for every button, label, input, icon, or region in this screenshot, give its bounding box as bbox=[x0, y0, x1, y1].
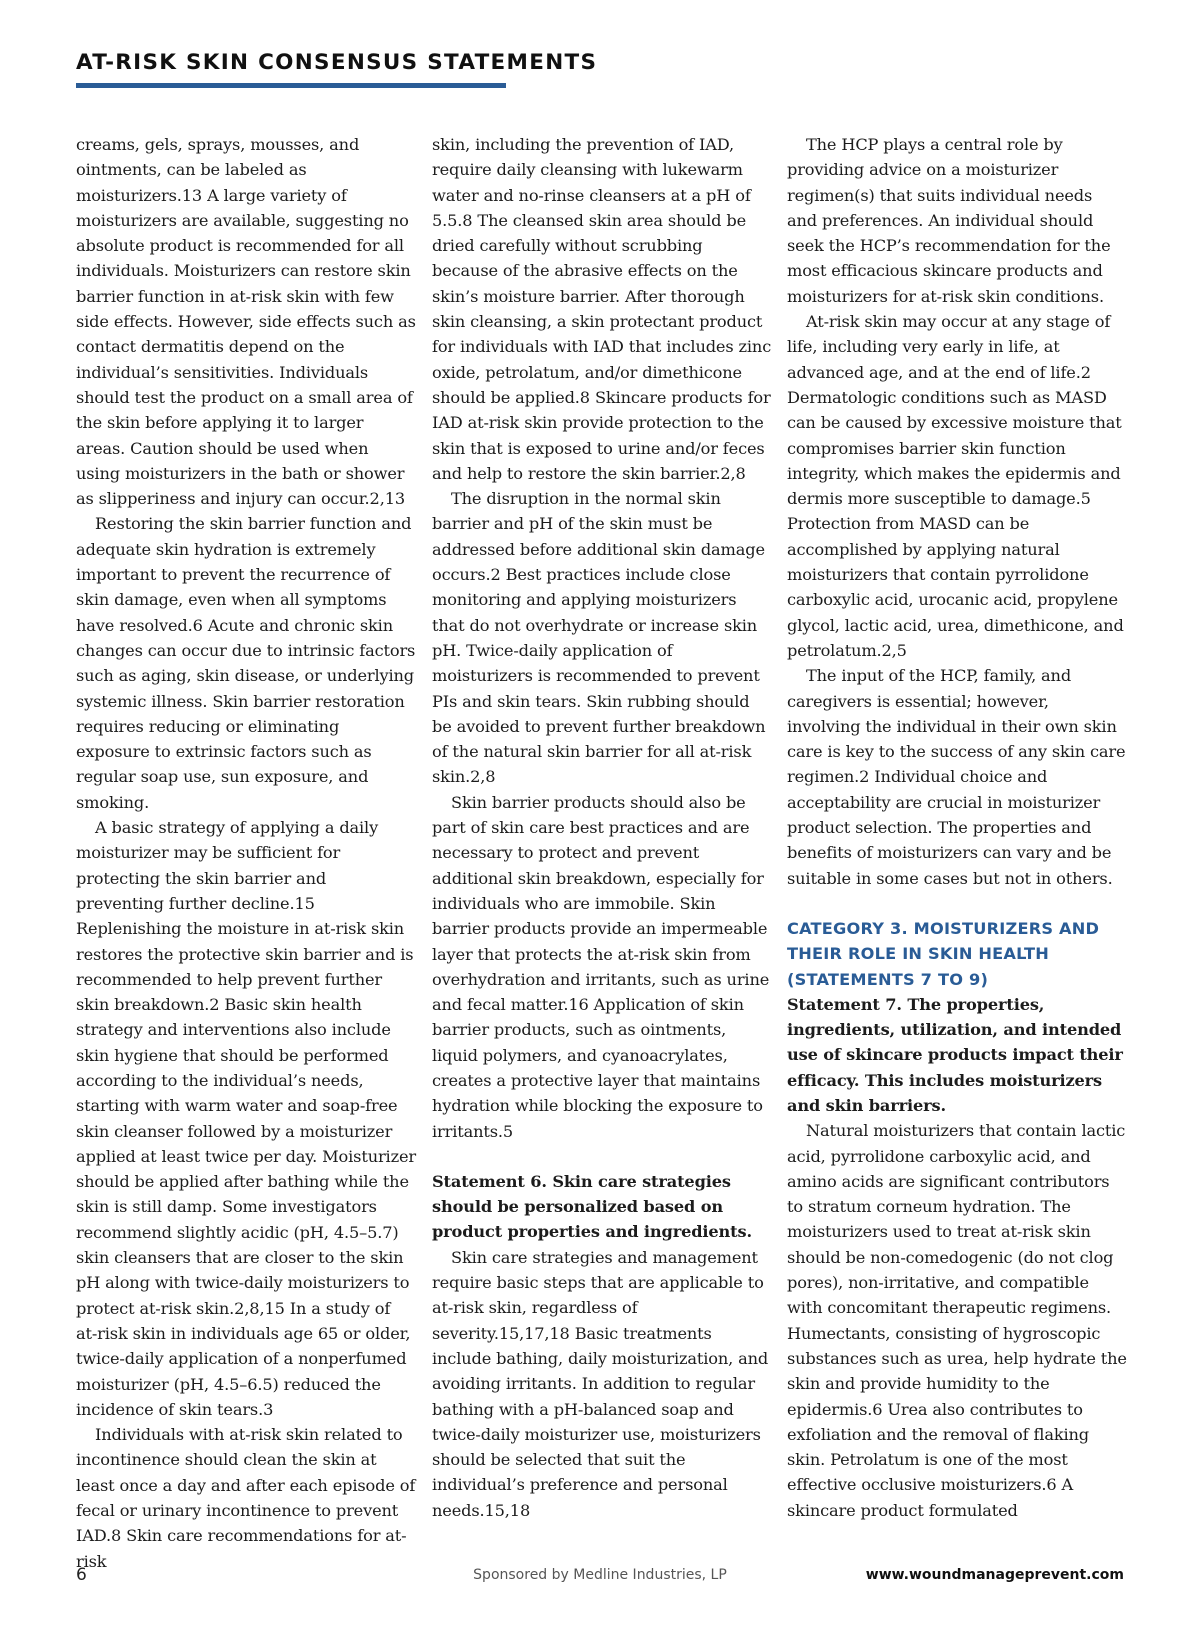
page-number: 6 bbox=[76, 1565, 87, 1585]
body-paragraph: creams, gels, sprays, mousses, and ointments, can be labeled as moisturizers.13 A large variety of moisturizers are available, suggesting no absolute product is recommended for all individuals. Moisturizers can restore skin barrier function in at-risk skin with few side effects. However, side effects such as contact dermatitis depend on the individual’s sensitivities. Individuals should test the product on a small area of the skin before applying it to larger areas. Caution should be used when using moisturizers in the bath or shower as slipperiness and injury can occur.2,13 bbox=[76, 135, 416, 509]
page-footer bbox=[76, 1565, 1124, 1589]
column-1 bbox=[76, 132, 416, 1574]
body-paragraph: Skin barrier products should also be part of skin care best practices and are necessary to protect and prevent additional skin breakdown, especially for individuals who are immobile. Skin barrier products provide an impermeable layer that protects the at-risk skin from overhydration and irritants, such as urine and fecal matter.16 Application of skin barrier products, such as ointments, liquid polymers, and cyanoacrylates, creates a protective layer that maintains hydration while blocking the exposure to irritants.5 bbox=[432, 792, 770, 1141]
header-rule bbox=[76, 83, 506, 88]
body-paragraph: The disruption in the normal skin barrier and pH of the skin must be addressed before additional skin damage occurs.2 Best practices include close monitoring and applying moisturizers that do not overhydrate or increase skin pH. Twice-daily application of moisturizers is recommended to prevent PIs and skin tears. Skin rubbing should be avoided to prevent further breakdown of the natural skin barrier for all at-risk skin.2,8 bbox=[432, 489, 766, 787]
body-paragraph: Natural moisturizers that contain lactic acid, pyrrolidone carboxylic acid, and amino acids are significant contributors to stratum corneum hydration. The moisturizers used to treat at-risk skin should be non-comedogenic (do not clog pores), non-irritative, and compatible with concomitant therapeutic regimens. Humectants, consisting of hygroscopic substances such as urea, help hydrate the skin and provide humidity to the epidermis.6 Urea also contributes to exfoliation and the removal of flaking skin. Petrolatum is one of the most effective occlusive moisturizers.6 A skincare product formulated bbox=[787, 1121, 1127, 1520]
body-paragraph: The input of the HCP, family, and caregivers is essential; however, involving the individual in their own skin care is key to the success of any skin care regimen.2 Individual choice and acceptability are crucial in moisturizer product selection. The properties and benefits of moisturizers can vary and be suitable in some cases but not in others. bbox=[787, 666, 1126, 888]
body-paragraph: At-risk skin may occur at any stage of life, including very early in life, at advanced age, and at the end of life.2 Dermatologic conditions such as MASD can be caused by excessive moisture that compromises barrier skin function integrity, which makes the epidermis and dermis more susceptible to damage.5 Protection from MASD can be accomplished by applying natural moisturizers that contain pyrrolidone carboxylic acid, urocanic acid, propylene glycol, lactic acid, urea, dimethicone, and petrolatum.2,5 bbox=[787, 312, 1124, 660]
body-paragraph: Individuals with at-risk skin related to incontinence should clean the skin at least once a day and after each episode of fecal or urinary incontinence to prevent IAD.8 Skin care recommendations for at-risk bbox=[76, 1425, 416, 1571]
body-paragraph: skin, including the prevention of IAD, require daily cleansing with lukewarm water and no-rinse cleansers at a pH of 5.5.8 The cleansed skin area should be dried carefully without scrubbing because of the abrasive effects on the skin’s moisture barrier. After thorough skin cleansing, a skin protectant product for individuals with IAD that includes zinc oxide, petrolatum, and/or dimethicone should be applied.8 Skincare products for IAD at-risk skin provide protection to the skin that is exposed to urine and/or feces and help to restore the skin barrier.2,8 bbox=[432, 135, 772, 483]
section-title: AT-RISK SKIN CONSENSUS STATEMENTS bbox=[76, 50, 598, 75]
column-2 bbox=[432, 132, 772, 1523]
footer-url: www.woundmanageprevent.com bbox=[865, 1567, 1124, 1583]
body-paragraph: A basic strategy of applying a daily moisturizer may be sufficient for protecting the skin barrier and preventing further decline.15 Replenishing the moisture in at-risk skin restores the protective skin barrier and is recommended to help prevent further skin breakdown.2 Basic skin health strategy and interventions also include skin hygiene that should be performed according to the individual’s needs, starting with warm water and soap-free skin cleanser followed by a moisturizer applied at least twice per day. Moisturizer should be applied after bathing while the skin is still damp. Some investigators recommend slightly acidic (pH, 4.5–5.7) skin cleansers that are closer to the skin pH along with twice-daily moisturizers to protect at-risk skin.2,8,15 In a study of at-risk skin in individuals age 65 or older, twice-daily application of a nonperfumed moisturizer (pH, 4.5–6.5) reduced the incidence of skin tears.3 bbox=[76, 818, 416, 1419]
body-paragraph: Restoring the skin barrier function and adequate skin hydration is extremely important to prevent the recurrence of skin damage, even when all symptoms have resolved.6 Acute and chronic skin changes can occur due to intrinsic factors such as aging, skin disease, or underlying systemic illness. Skin barrier restoration requires reducing or eliminating exposure to extrinsic factors such as regular soap use, sun exposure, and smoking. bbox=[76, 514, 416, 812]
sponsor-text: Sponsored by Medline Industries, LP bbox=[473, 1567, 727, 1583]
statement-7: Statement 7. The properties, ingredients, utilization, and intended use of skincare products impact their efficacy. This includes moisturizers and skin barriers. bbox=[787, 994, 1123, 1115]
body-paragraph: Skin care strategies and management require basic steps that are applicable to at-risk skin, regardless of severity.15,17,18 Basic treatments include bathing, daily moisturization, and avoiding irritants. In addition to regular bathing with a pH-balanced soap and twice-daily moisturizer use, moisturizers should be selected that suit the individual’s preference and personal needs.15,18 bbox=[432, 1247, 769, 1520]
column-3 bbox=[787, 132, 1127, 1523]
category-heading: CATEGORY 3. MOISTURIZERS AND THEIR ROLE IN SKIN HEALTH (STATEMENTS 7 TO 9) bbox=[787, 918, 1100, 989]
page-header bbox=[76, 50, 598, 88]
body-paragraph: The HCP plays a central role by providing advice on a moisturizer regimen(s) that suits individual needs and preferences. An individual should seek the HCP’s recommendation for the most efficacious skincare products and moisturizers for at-risk skin conditions. bbox=[787, 135, 1111, 306]
statement-6: Statement 6. Skin care strategies should be personalized based on product properties and ingredients. bbox=[432, 1171, 752, 1242]
